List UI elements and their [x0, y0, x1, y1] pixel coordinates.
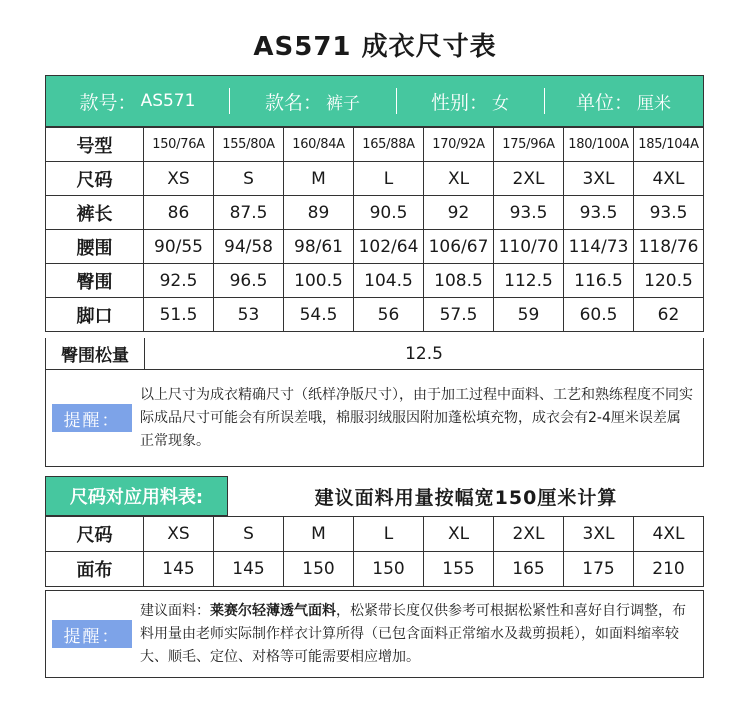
- style-number-label: 款号：: [79, 91, 137, 114]
- table-cell: XL: [424, 162, 494, 196]
- table-cell: 89: [284, 196, 354, 230]
- table-cell: 94/58: [214, 230, 284, 264]
- unit-label: 单位：: [575, 91, 633, 114]
- table-row: [46, 517, 704, 552]
- table-cell: M: [284, 517, 354, 552]
- product-info-bar: [45, 75, 704, 127]
- table-cell: 180/100A: [564, 128, 634, 162]
- fabric-suggestion-detail: ，松紧带长度仅供参考可根据松紧性和喜好自行调整，布料用量由老师实际制作样衣计算所得（已包含面料正常缩水及裁剪损耗），如面料缩率较大、顺毛、定位、对格等可能需要相应增加。: [140, 602, 686, 665]
- table-cell: 93.5: [634, 196, 704, 230]
- table-cell: 57.5: [424, 298, 494, 332]
- fabric-usage-table: [45, 516, 704, 587]
- hip-ease-value: 12.5: [405, 343, 443, 364]
- table-cell: 185/104A: [634, 128, 704, 162]
- table-cell: 210: [634, 552, 704, 587]
- table-cell: 56: [354, 298, 424, 332]
- table-cell: 59: [494, 298, 564, 332]
- gender: [396, 76, 544, 126]
- fabric-usage-subtitle: 建议面料用量按幅宽150厘米计算: [314, 486, 618, 509]
- reminder-text-2: [140, 600, 693, 669]
- table-cell: L: [354, 162, 424, 196]
- table-cell: 102/64: [354, 230, 424, 264]
- table-cell: 165/88A: [354, 128, 424, 162]
- table-cell: 93.5: [564, 196, 634, 230]
- fabric-usage-title: 尺码对应用料表:: [45, 476, 228, 516]
- fabric-suggestion-prefix: 建议面料：: [140, 602, 210, 619]
- style-number-value: AS571: [140, 91, 196, 111]
- table-cell: 100.5: [284, 264, 354, 298]
- size-chart: [45, 127, 704, 332]
- table-cell: 114/73: [564, 230, 634, 264]
- table-cell: 62: [634, 298, 704, 332]
- table-cell: 2XL: [494, 517, 564, 552]
- reminder-text-1: 以上尺寸为成衣精确尺寸（纸样净版尺寸），由于加工过程中面料、工艺和熟练程度不同实际成品尺寸可能会有所误差哦，棉服羽绒服因附加蓬松填充物，成衣会有2-4厘米误差属正常现象。: [140, 386, 693, 449]
- table-cell: 175: [564, 552, 634, 587]
- gender-label: 性别：: [430, 91, 488, 114]
- table-cell: 150: [354, 552, 424, 587]
- table-cell: 3XL: [564, 162, 634, 196]
- table-cell: 110/70: [494, 230, 564, 264]
- table-cell: 60.5: [564, 298, 634, 332]
- table-cell: 86: [144, 196, 214, 230]
- table-cell: S: [214, 517, 284, 552]
- reminder-tag-1: 提醒：: [52, 404, 132, 432]
- table-cell: 145: [214, 552, 284, 587]
- style-name: [229, 76, 396, 126]
- table-cell: 54.5: [284, 298, 354, 332]
- row-header: 尺码: [46, 517, 144, 552]
- table-cell: 150/76A: [144, 128, 214, 162]
- table-cell: 175/96A: [494, 128, 564, 162]
- table-cell: 93.5: [494, 196, 564, 230]
- table-row: [46, 298, 704, 332]
- table-cell: 170/92A: [424, 128, 494, 162]
- table-cell: 87.5: [214, 196, 284, 230]
- fabric-suggestion-name: 莱赛尔轻薄透气面料: [210, 602, 336, 619]
- table-row: [46, 230, 704, 264]
- table-cell: 3XL: [564, 517, 634, 552]
- table-cell: M: [284, 162, 354, 196]
- table-cell: 150: [284, 552, 354, 587]
- table-cell: 108.5: [424, 264, 494, 298]
- fabric-usage-heading: [45, 476, 704, 516]
- row-header: 裤长: [46, 196, 144, 230]
- table-row: [46, 162, 704, 196]
- table-cell: 98/61: [284, 230, 354, 264]
- table-cell: 4XL: [634, 162, 704, 196]
- table-cell: 104.5: [354, 264, 424, 298]
- fabric-usage-chart: [45, 516, 704, 587]
- table-cell: 4XL: [634, 517, 704, 552]
- unit: [544, 76, 703, 126]
- table-row: [46, 196, 704, 230]
- table-cell: XL: [424, 517, 494, 552]
- table-cell: 160/84A: [284, 128, 354, 162]
- reminder-note-1: [45, 370, 704, 467]
- row-header: 号型: [46, 128, 144, 162]
- table-cell: 90/55: [144, 230, 214, 264]
- table-row: [46, 264, 704, 298]
- table-cell: XS: [144, 517, 214, 552]
- row-header: 腰围: [46, 230, 144, 264]
- table-cell: 116.5: [564, 264, 634, 298]
- style-name-label: 款名：: [264, 91, 322, 114]
- table-cell: 112.5: [494, 264, 564, 298]
- row-header: 臀围: [46, 264, 144, 298]
- table-cell: XS: [144, 162, 214, 196]
- hip-ease-row: [45, 338, 704, 370]
- reminder-note-2: [45, 590, 704, 678]
- table-cell: S: [214, 162, 284, 196]
- style-number: [46, 76, 229, 126]
- table-cell: 90.5: [354, 196, 424, 230]
- table-cell: 92.5: [144, 264, 214, 298]
- row-header: 脚口: [46, 298, 144, 332]
- unit-value: 厘米: [637, 93, 671, 114]
- page-title: AS571 成衣尺寸表: [253, 32, 497, 62]
- table-cell: 155: [424, 552, 494, 587]
- table-cell: 2XL: [494, 162, 564, 196]
- table-cell: 155/80A: [214, 128, 284, 162]
- row-header: 面布: [46, 552, 144, 587]
- gender-value: 女: [492, 93, 509, 114]
- table-cell: 53: [214, 298, 284, 332]
- row-header: 尺码: [46, 162, 144, 196]
- table-row: [46, 552, 704, 587]
- table-cell: 92: [424, 196, 494, 230]
- table-cell: 106/67: [424, 230, 494, 264]
- reminder-tag-2: 提醒：: [52, 620, 132, 648]
- table-cell: 118/76: [634, 230, 704, 264]
- table-cell: 165: [494, 552, 564, 587]
- table-cell: 120.5: [634, 264, 704, 298]
- table-row: [46, 128, 704, 162]
- table-cell: L: [354, 517, 424, 552]
- size-chart-table: [45, 127, 704, 332]
- hip-ease-label: 臀围松量: [46, 338, 145, 369]
- style-name-value: 裤子: [326, 93, 360, 114]
- table-cell: 51.5: [144, 298, 214, 332]
- table-cell: 145: [144, 552, 214, 587]
- table-cell: 96.5: [214, 264, 284, 298]
